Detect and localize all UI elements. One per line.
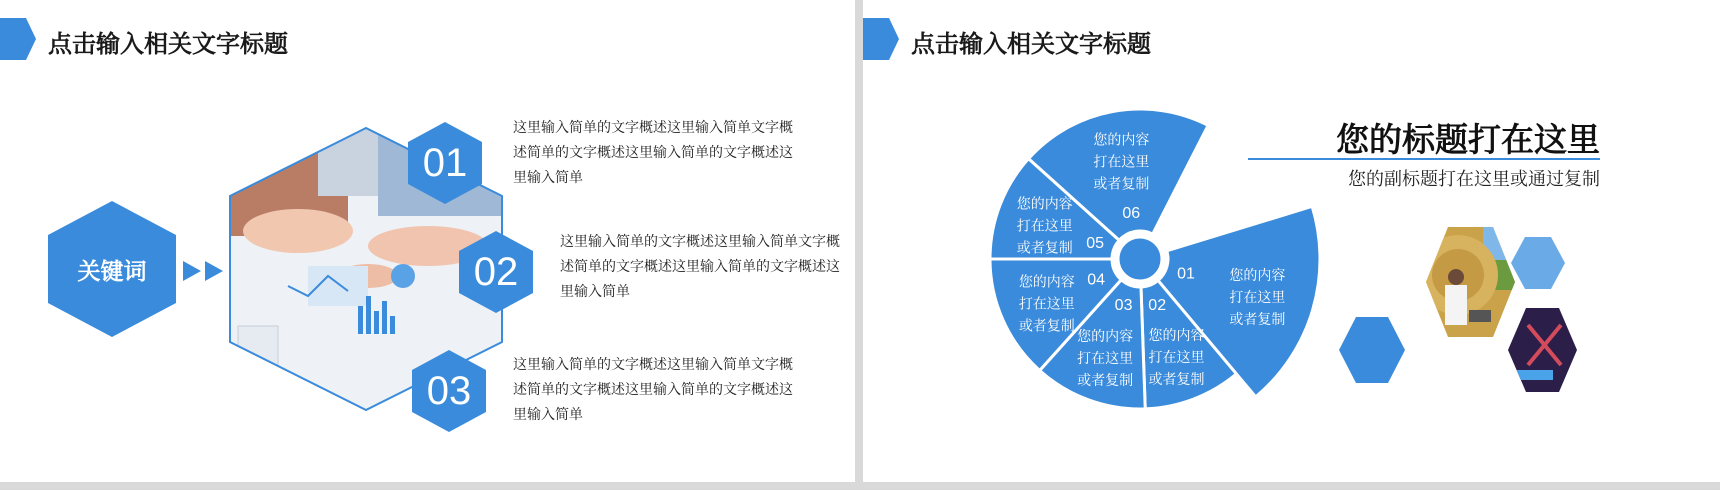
segment-number-03: 03 (1114, 297, 1133, 315)
slide-title: 点击输入相关文字标题 (911, 31, 1151, 58)
segment-text-02: 打在这里 (1148, 349, 1205, 366)
segment-text-06: 您的内容 (1093, 131, 1150, 148)
segment-text-03: 打在这里 (1077, 349, 1134, 366)
segment-text-04: 或者复制 (1018, 317, 1075, 334)
photo-hexagon-cluster (1333, 225, 1603, 405)
item-description-02: 这里输入简单的文字概述这里输入简单文字概述简单的文字概述这里输入简单的文字概述这里输入简单 (560, 233, 840, 299)
number-label-03: 03 (426, 368, 472, 413)
segment-text-05: 或者复制 (1016, 239, 1073, 256)
slide-title: 点击输入相关文字标题 (48, 31, 288, 58)
slide-left (0, 0, 855, 482)
segment-number-04: 04 (1087, 271, 1106, 289)
segment-text-01: 打在这里 (1229, 288, 1286, 305)
segment-text-01: 或者复制 (1229, 310, 1286, 327)
slide-right (863, 0, 1720, 482)
segment-text-04: 打在这里 (1018, 295, 1075, 312)
segment-text-06: 或者复制 (1093, 175, 1150, 192)
segment-text-03: 或者复制 (1077, 371, 1134, 388)
number-label-02: 02 (473, 249, 519, 294)
blue-hexagon (1339, 317, 1405, 383)
segment-number-02: 02 (1148, 296, 1167, 314)
main-title: 您的标题打在这里 (1336, 121, 1600, 158)
wheel-center-circle (1118, 237, 1162, 281)
segment-text-01: 您的内容 (1229, 266, 1286, 283)
item-description-01: 这里输入简单的文字概述这里输入简单文字概述简单的文字概述这里输入简单的文字概述这里输入简单 (513, 119, 793, 185)
double-arrow-icon (183, 260, 225, 282)
segment-text-02: 您的内容 (1148, 327, 1205, 344)
title-tab-shape (863, 18, 901, 60)
segment-number-06: 06 (1122, 204, 1141, 222)
segment-number-01: 01 (1177, 265, 1195, 283)
segment-text-06: 打在这里 (1093, 153, 1150, 170)
segment-text-04: 您的内容 (1018, 273, 1075, 290)
segment-text-03: 您的内容 (1077, 327, 1134, 344)
light-blue-hexagon (1511, 237, 1565, 289)
title-tab-shape (0, 18, 38, 60)
segment-text-05: 打在这里 (1016, 217, 1073, 234)
item-description-03: 这里输入简单的文字概述这里输入简单文字概述简单的文字概述这里输入简单的文字概述这里输入简单 (513, 356, 793, 422)
keyword-label: 关键词 (77, 257, 147, 284)
hay-bale-photo (1418, 225, 1518, 340)
segment-number-05: 05 (1086, 234, 1105, 252)
title-underline (1248, 158, 1600, 160)
subtitle: 您的副标题打在这里或通过复制 (1348, 169, 1600, 189)
windmill-photo (1503, 305, 1583, 395)
segment-text-05: 您的内容 (1016, 195, 1073, 212)
number-label-01: 01 (422, 140, 468, 185)
segment-text-02: 或者复制 (1148, 371, 1205, 388)
